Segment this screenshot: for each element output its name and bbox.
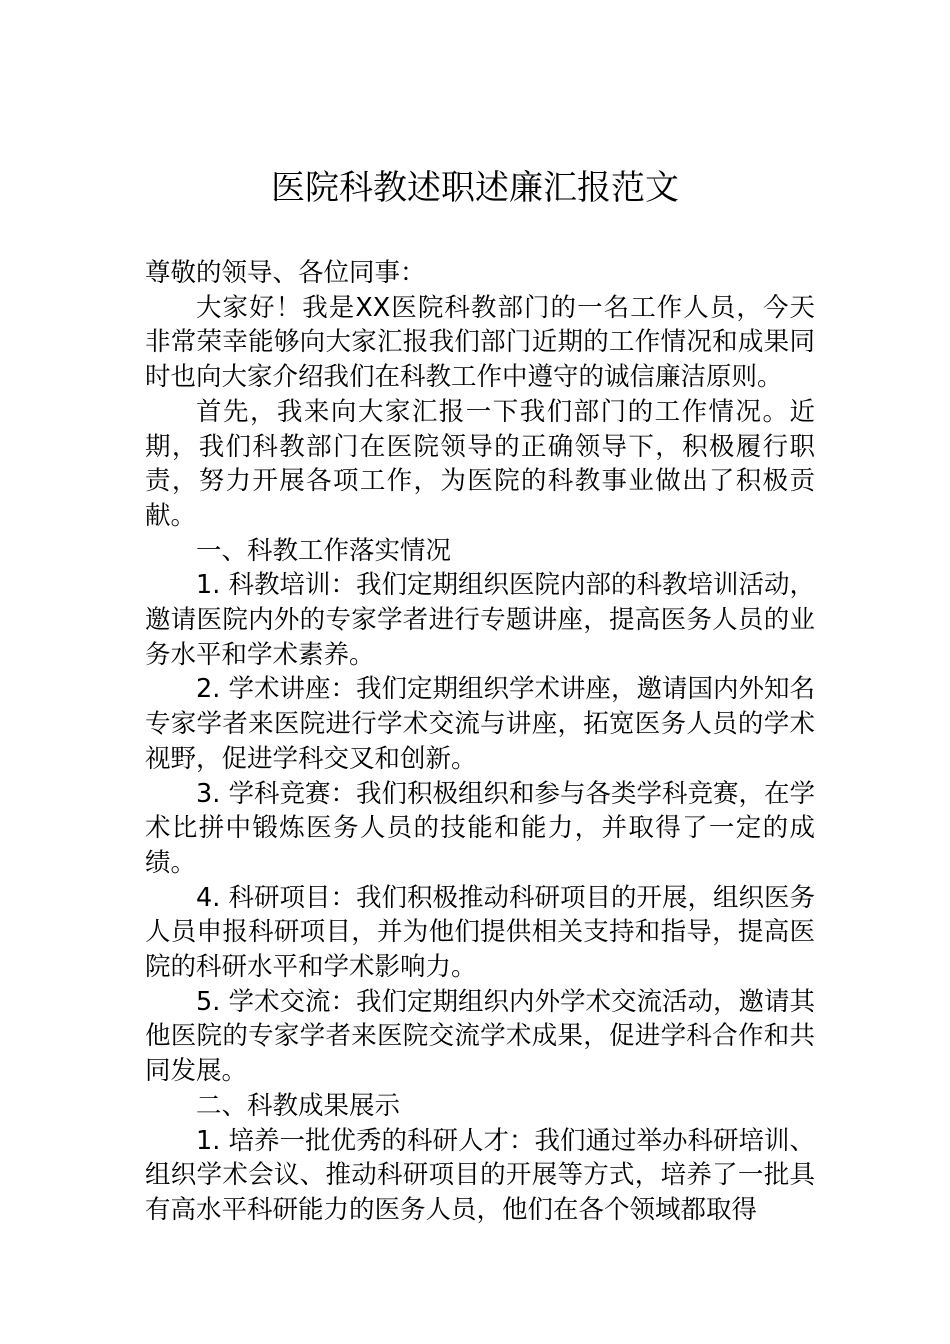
section-heading-2: 二、科教成果展示 — [196, 1090, 401, 1121]
document-body — [145, 256, 815, 1228]
list-item-talent: 1. 培养一批优秀的科研人才：我们通过举办科研培训、组织学术会议、推动科研项目的开展等方式，培养了一批具有高水平科研能力的医务人员，他们在各个领域都取得 — [145, 1125, 815, 1225]
document-title: 医院科教述职述廉汇报范文 — [271, 168, 679, 208]
list-item-research: 4. 科研项目：我们积极推动科研项目的开展，组织医务人员申报科研项目，并为他们提供相关支持和指导，提高医院的科研水平和学术影响力。 — [145, 882, 815, 983]
intro-paragraph: 首先，我来向大家汇报一下我们部门的工作情况。近期，我们科教部门在医院领导的正确领导下，积极履行职责，努力开展各项工作，为医院的科教事业做出了积极贡献。 — [145, 396, 815, 531]
section-heading-1: 一、科教工作落实情况 — [196, 535, 452, 566]
greeting-paragraph: 大家好！我是XX医院科教部门的一名工作人员，今天非常荣幸能够向大家汇报我们部门近期的工作情况和成果同时也向大家介绍我们在科教工作中遵守的诚信廉洁原则。 — [145, 292, 815, 393]
list-item-competitions: 3. 学科竞赛：我们积极组织和参与各类学科竞赛，在学术比拼中锻炼医务人员的技能和能力，并取得了一定的成绩。 — [145, 778, 815, 878]
list-item-lectures: 2. 学术讲座：我们定期组织学术讲座，邀请国内外知名专家学者来医院进行学术交流与讲座，拓宽医务人员的学术视野，促进学科交叉和创新。 — [145, 674, 815, 774]
salutation-paragraph: 尊敬的领导、各位同事： — [145, 258, 426, 288]
list-item-exchange: 5. 学术交流：我们定期组织内外学术交流活动，邀请其他医院的专家学者来医院交流学术成果，促进学科合作和共同发展。 — [145, 986, 815, 1087]
list-item-training: 1. 科教培训：我们定期组织医院内部的科教培训活动，邀请医院内外的专家学者进行专题讲座，提高医务人员的业务水平和学术素养。 — [145, 570, 815, 670]
